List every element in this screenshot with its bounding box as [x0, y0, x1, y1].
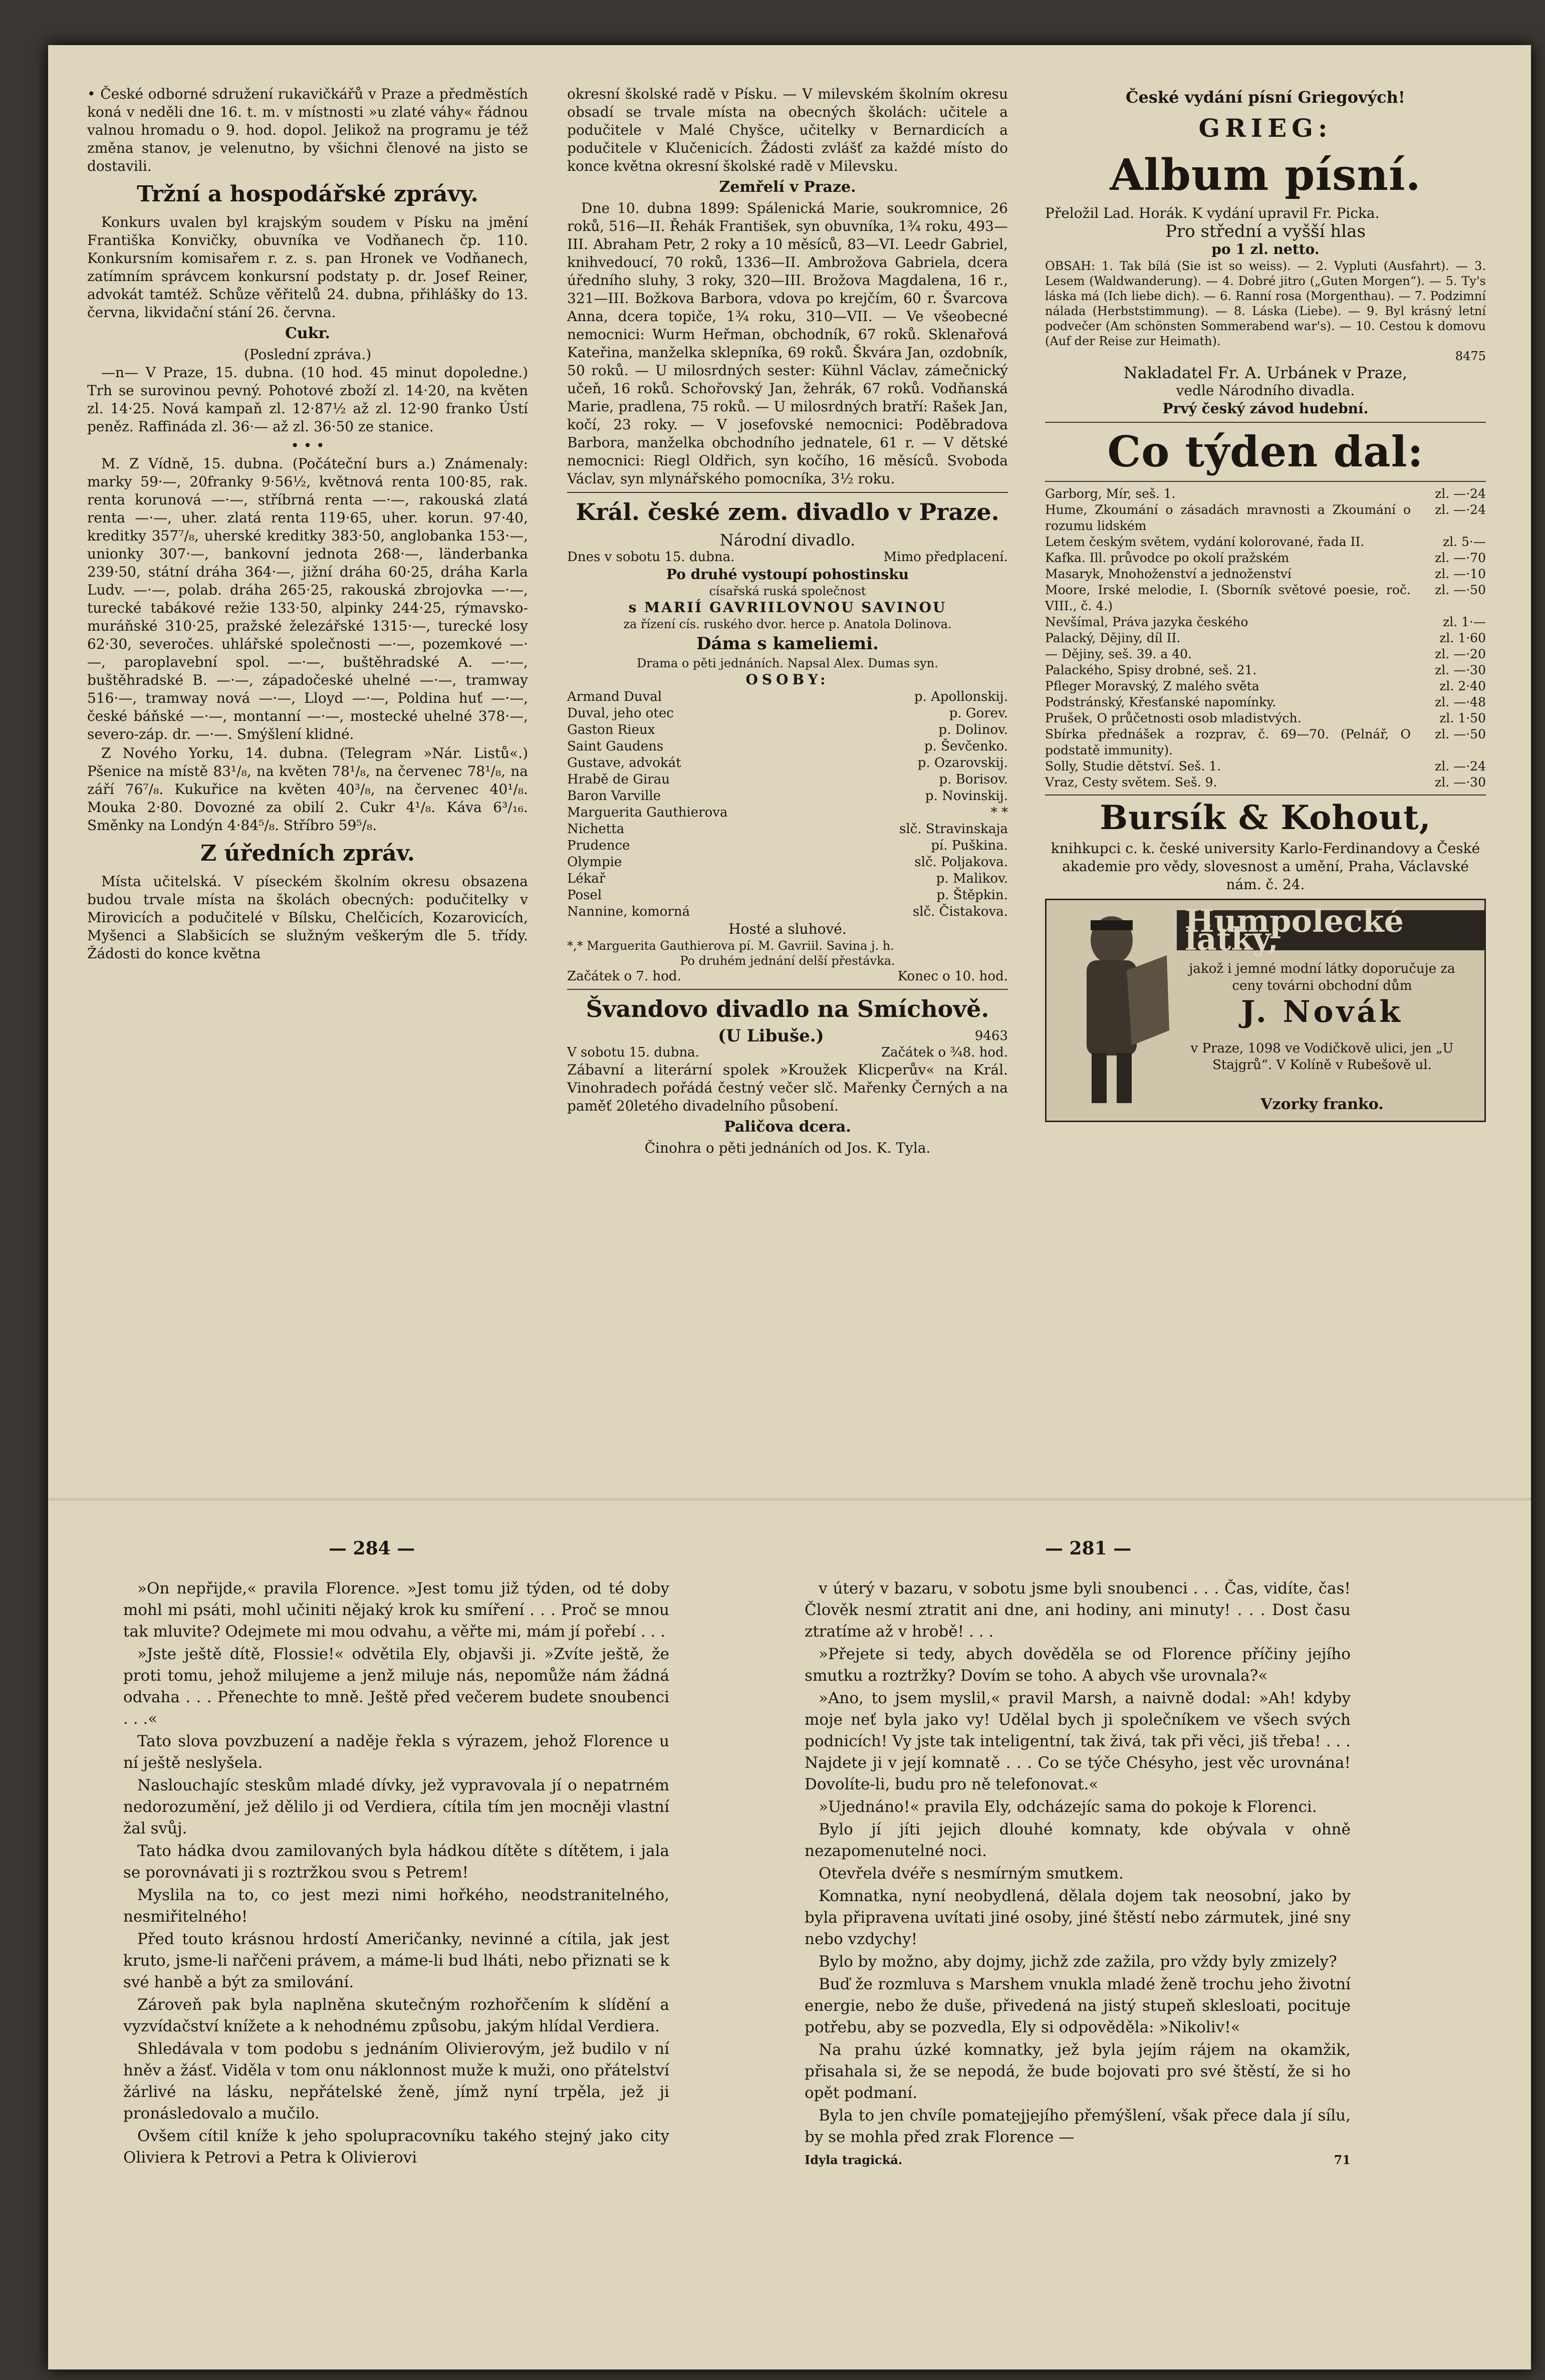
book-title: Masaryk, Mnohoženství a jednoženství	[1045, 567, 1292, 581]
novel-paragraph: »Ano, to jsem myslil,« pravil Marsh, a naivně dodal: »Ah! kdyby moje neť byla jako vy! Udělal bych ji společníkem ve všech svých podnicích! Vy jste tak inteligentní, tak živá, tak při věci, jiš třeba! . . . Najdete ji v její komnatě . . . Co se týče Chésyho, jest věc urovnána! Dovolíte-li, budu pro ně telefonovat.«	[805, 1689, 1351, 1793]
book-title: Solly, Studie dětství. Seš. 1.	[1045, 759, 1221, 773]
bursik-paragraph: knihkupci c. k. české university Karlo-Ferdinandovy a České akademie pro vědy, slovesnost a umění, Praha, Václavské nám. č. 24.	[1051, 840, 1480, 893]
novel-page-left	[123, 1578, 669, 2170]
book-row	[1045, 678, 1486, 694]
bursik-heading: Bursík & Kohout,	[1100, 798, 1431, 837]
office-heading: Z úředních zpráv.	[200, 841, 415, 866]
ad-subtitle: jakož i jemné modní látky doporučuje za ceny továrni obchodní dům	[1189, 961, 1455, 993]
book-price: zl. —·10	[1435, 567, 1486, 581]
grieg-name: GRIEG:	[1198, 113, 1333, 143]
cast-role: Hrabě de Girau	[567, 772, 670, 787]
novel-right-body	[805, 1578, 1351, 2148]
newspaper-page	[48, 45, 1531, 2369]
publisher-line-2: vedle Národního divadla.	[1176, 382, 1355, 399]
book-row	[1045, 662, 1486, 678]
book-row	[1045, 486, 1486, 502]
divider-rule	[567, 989, 1008, 990]
man-with-sack-illustration	[1052, 905, 1172, 1111]
cast-role: Nannine, komorná	[567, 904, 690, 919]
novel-paragraph: Byla to jen chvíle pomatejjejího přemýšlení, však přece dala jí sílu, by se mohla před zrak Florence —	[805, 2106, 1351, 2146]
office-paragraph: Místa učitelská. V píseckém školním okresu obsazena budou trvale místa na školách obecných: podučitelky v Mirovicích a podučitelé v Bílsku, Chelčicích, Kozarovicích, Myšenci a Slabšicích se služným veškerým dle 5. třídy. Žádosti do konce května	[87, 873, 528, 962]
svandovo-paragraph: Zábavní a literární spolek »Kroužek Klicperův« na Král. Vinohradech pořádá čestný večer slč. Mařenky Černých a na paměť 20letého divadelního působení.	[567, 1062, 1008, 1114]
novel-paragraph: »On nepřijde,« pravila Florence. »Jest tomu již týden, od té doby mohl mi psáti, mohl učiniti nějaký krok ku smíření . . . Proč se mnou tak mluvite? Odejmete mi mou odvahu, a věřte mi, mám jí pořebí . . .	[123, 1579, 669, 1641]
novel-paragraph: Buď že rozmluva s Marshem vnukla mladé ženě trochu jeho životní energie, nebo že duše, přivedená na jistý stupeň sklesloati, pocituje potřebu, aby se pozvedla, Ely si odpověděla: »Nikoliv!«	[805, 1975, 1351, 2036]
publisher-line-3: Prvý český závod hudební.	[1162, 400, 1369, 417]
ad-footer: Vzorky franko.	[1260, 1096, 1384, 1113]
novel-paragraph: Tato hádka dvou zamilovaných byla hádkou dítěte s dítětem, i jala se porovnávati ji s roztržkou svou s Petrem!	[123, 1842, 669, 1882]
svandovo-subheading: (U Libuše.)	[718, 1026, 824, 1046]
theatre-date: Dnes v sobotu 15. dubna.	[567, 550, 735, 565]
theatre-line-2: císařská ruská společnost	[709, 584, 866, 598]
novel-paragraph: Zároveň pak byla naplněna skutečným rozhořčením k slídění a vyzvídačství knížete a k nehodnému způsobu, jakým hlídal Verdiera.	[123, 1996, 669, 2035]
cast-heading: OSOBY:	[745, 671, 830, 688]
book-price: zl. —·20	[1435, 647, 1486, 661]
cast-row	[567, 887, 1008, 904]
svandovo-date-row	[567, 1044, 1008, 1061]
book-title: Palackého, Spisy drobné, seš. 21.	[1045, 663, 1257, 677]
cast-role: Duval, jeho otec	[567, 706, 674, 721]
divider-rule	[1045, 795, 1486, 796]
svandovo-heading: Švandovo divadlo na Smíchově.	[586, 995, 989, 1022]
novel-paragraph: Na prahu úzké komnatky, jež byla jejím rájem na okamžik, přisahala si, že se nepodá, že bude bojovati pro své štěstí, že si ho opět podmaní.	[805, 2041, 1351, 2102]
theatre-date-row	[567, 549, 1008, 566]
book-row	[1045, 582, 1486, 614]
cast-row	[567, 821, 1008, 838]
start-time: Začátek o 7. hod.	[567, 969, 681, 984]
svandovo-play-sub: Činohra o pěti jednáních od Jos. K. Tyla.	[644, 1140, 931, 1156]
sugar-heading: Cukr.	[285, 325, 330, 342]
ad-address: v Praze, 1098 ve Vodičkově ulici, jen „U Stajgrů“. V Kolíně v Rubešově ul.	[1190, 1041, 1454, 1073]
cast-actor: p. Ševčenko.	[924, 739, 1008, 754]
market-heading: Tržní a hospodářské zprávy.	[137, 181, 478, 207]
cast-row	[567, 722, 1008, 738]
book-title: Palacký, Dějiny, díl II.	[1045, 631, 1181, 645]
deaths-heading: Zemřelí v Praze.	[719, 178, 856, 196]
book-row	[1045, 614, 1486, 630]
svandovo-start: Začátek o ¾8. hod.	[881, 1045, 1008, 1060]
market-paragraph: Konkurs uvalen byl krajským soudem v Písku na jmění Františka Konvičky, obuvníka ve Vodňanech čp. 110. Konkursním komisařem r. z. s. pan Hronek ve Vodňanech, zatímním správcem konkursní podstaty p. dr. Josef Reiner, advokát tamtéž. Schůze věřitelů 24. dubna, přihlášky do 13. června, likvidační stání 26. června.	[87, 214, 528, 321]
cast-role: Nichetta	[567, 822, 625, 837]
cast-row	[567, 871, 1008, 887]
column-2	[567, 85, 1008, 1157]
book-price: zl. 1·—	[1443, 615, 1486, 629]
cast-actor: p. Štěpkin.	[936, 888, 1008, 903]
novel-paragraph: Naslouchajíc steskům mladé dívky, jež vypravovala jí o nepatrném nedorozumění, jež dělilo ji od Verdiera, cítila tím jen mocněji vlastní žal svůj.	[123, 1776, 669, 1837]
book-row	[1045, 710, 1486, 726]
cast-actor: pí. Puškina.	[931, 838, 1008, 853]
cast-actor: slč. Poljakova.	[914, 855, 1008, 870]
book-price: zl. 2·40	[1439, 679, 1486, 693]
book-price: zl. 5·—	[1443, 535, 1486, 549]
divider-rule	[1045, 481, 1486, 482]
book-row	[1045, 630, 1486, 646]
cast-actor: p. Malikov.	[936, 871, 1008, 886]
book-price: zl. —·50	[1435, 583, 1486, 597]
novel-paragraph: Shledávala v tom podobu s jednáním Olivierovým, jež budilo v ní hněv a žásť. Viděla v tom onu náklonnost muže k muži, ono přátelství žárlivé na lásku, nepřátelské ženě, jímž nyní trpěla, jež ji pronásledovalo a mučilo.	[123, 2040, 669, 2123]
svandovo-number: 9463	[974, 1028, 1008, 1043]
page-footer	[805, 2149, 1351, 2171]
novel-paragraph: Tato slova povzbuzení a naděje řekla s výrazem, jehož Florence u ní ještě neslyšela.	[123, 1732, 669, 1772]
ad-title: Humpolecké látky,	[1177, 910, 1484, 950]
cast-actor: * *	[990, 805, 1008, 820]
book-title: Letem českým světem, vydání kolorované, řada II.	[1045, 535, 1365, 549]
theatre-heading: Král. české zem. divadlo v Praze.	[576, 498, 999, 525]
footer-title: Idyla tragická.	[805, 2153, 903, 2167]
book-row	[1045, 502, 1486, 534]
cast-row	[567, 755, 1008, 771]
cast-actor: slč. Čistakova.	[912, 904, 1008, 919]
page-number-right: — 281 —	[1045, 1538, 1132, 1559]
cast-list	[567, 689, 1008, 920]
svandovo-play: Paličova dcera.	[724, 1118, 851, 1136]
novel-paragraph: Otevřela dvéře s nesmírným smutkem.	[819, 1865, 1124, 1883]
cast-role: Gustave, advokát	[567, 755, 681, 770]
ad-company-name: J. Novák	[1241, 994, 1403, 1029]
novel-paragraph: Bylo by možno, aby dojmy, jichž zde zažila, pro vždy byly zmizely?	[819, 1953, 1337, 1971]
theatre-subheading: Národní divadlo.	[719, 531, 856, 550]
novel-paragraph: »Jste ještě dítě, Flossie!« odvětila Ely, objavši ji. »Zvíte ještě, že proti tomu, jehož milujeme a jenž miluje nás, nepomůže nám žádná odvaha . . . Přenechte to mně. Ještě před večerem budete snoubenci . . .«	[123, 1645, 669, 1728]
book-price: zl. —·24	[1435, 486, 1486, 501]
cast-actor: slč. Stravinskaja	[899, 822, 1008, 837]
cast-role: Gaston Rieux	[567, 722, 655, 737]
cast-row	[567, 788, 1008, 805]
book-price: zl. 1·50	[1439, 711, 1486, 725]
book-title: — Dějiny, seš. 39. a 40.	[1045, 647, 1192, 661]
cast-note-1: Hosté a sluhové.	[728, 921, 847, 937]
vienna-paragraph: M. Z Vídně, 15. dubna. (Počáteční burs a.) Známenaly: marky 59·—, 20franky 9·56½, květnová renta 100·85, rak. renta korunová —·—, stříbrná renta —·—, rakouská zlatá renta —·—, uher. zlatá renta 119·65, uher. korun. 97·40, kreditky 357⁷/₈, uherské kreditky 383·50, anglobanka 153·—, unionky 307·—, bankovní jednota 268·—, länderbanka 239·50, státní dráha 364·—, jižní dráha 60·25, dráha Karla Ludv. —·—, polab. dráha 265·25, rakouská zbrojovka —·—, turecké tabákové režie 133·50, alpinky 244·25, rýmavsko-muráňské 310·25, pražské železářské 1315·—, turecké losy 62·30, severočes. uhlářské společnosti —·—, pozemkové —·—, paroplavební spol. —·—, buštěhradské A. —·—, buštěhradské B. —·—, západočeské uhelné —·—, tramway 516·—, tramway nová —·—, Lloyd —·—, Poldina huť —·—, české báňské —·—, montanní —·—, mostecké uhelné 378·—, severo-záp. dr. —·—. Smýšlení klidné.	[87, 455, 528, 742]
theatre-line-4: za řízení cís. ruského dvor. herce p. Anatola Dolinova.	[623, 617, 952, 631]
theatre-line-3: s MARIÍ GAVRIILOVNOU SAVINOU	[628, 599, 947, 616]
cast-actor: p. Apollonskij.	[914, 689, 1008, 704]
book-title: Vraz, Cesty světem. Seš. 9.	[1045, 775, 1217, 789]
cast-actor: p. Gorev.	[949, 706, 1008, 721]
page-fold	[48, 1498, 1531, 1501]
book-row	[1045, 774, 1486, 790]
cast-note-3: Po druhém jednání delší přestávka.	[680, 954, 895, 968]
book-price: zl. —·30	[1435, 663, 1486, 677]
end-time: Konec o 10. hod.	[897, 969, 1008, 984]
cast-actor: p. Novinskij.	[925, 788, 1008, 804]
book-title: Kafka. Ill. průvodce po okolí pražském	[1045, 551, 1290, 565]
book-row	[1045, 550, 1486, 566]
cast-role: Olympie	[567, 855, 622, 870]
divider-rule	[1045, 422, 1486, 423]
grieg-number: 8475	[1455, 349, 1486, 363]
cast-role: Prudence	[567, 838, 630, 853]
cast-role: Armand Duval	[567, 689, 662, 704]
book-title: Hume, Zkoumání o zásadách mravnosti a Zkoumání o rozumu lidském	[1045, 502, 1411, 533]
book-row	[1045, 694, 1486, 710]
cast-actor: p. Borisov.	[939, 772, 1008, 787]
footer-number: 71	[1334, 2153, 1351, 2167]
book-title: Garborg, Mír, seš. 1.	[1045, 486, 1176, 501]
book-title: Nevšímal, Práva jazyka českého	[1045, 615, 1248, 629]
theatre-extra: Mimo předplacení.	[883, 550, 1008, 565]
column-1	[87, 85, 528, 964]
grieg-line-1: České vydání písní Griegových!	[1126, 88, 1405, 107]
novel-paragraph: Myslila na to, co jest mezi nimi hořkého, neodstranitelného, nesmiřitelného!	[123, 1886, 669, 1926]
grieg-album-title: Album písní.	[1110, 150, 1421, 200]
svandovo-sub-row	[567, 1028, 1008, 1044]
grieg-byline: Přeložil Lad. Horák. K vydání upravil Fr. Picka.	[1045, 205, 1380, 221]
cast-row	[567, 771, 1008, 788]
book-row	[1045, 726, 1486, 758]
divider-rule	[567, 492, 1008, 493]
intro-notice: • České odborné sdružení rukavičkářů v Praze a předměstích koná v neděli dne 16. t. m. v místnosti »u zlaté váhy« řádnou valnou hromadu o 9. hod. dopol. Jelikož na programu je též změna stanov, je velenutno, by všichni členové na jisto se dostavili.	[87, 86, 528, 174]
book-price: zl. 1·60	[1439, 631, 1486, 645]
cast-role: Marguerita Gauthierova	[567, 805, 728, 820]
book-title: Moore, Irské melodie, I. (Sborník světové poesie, roč. VIII., č. 4.)	[1045, 583, 1411, 613]
cast-row	[567, 738, 1008, 755]
book-price: zl. —·30	[1435, 775, 1486, 789]
novel-paragraph: Ovšem cítil kníže k jeho spolupracovníku takého stejný jako city Oliviera k Petrovi a Petra k Olivierovi	[123, 2127, 669, 2167]
book-price: zl. —·48	[1435, 695, 1486, 709]
cast-row	[567, 904, 1008, 920]
book-price: zl. —·24	[1435, 759, 1486, 773]
novel-page-right	[805, 1578, 1351, 2171]
cast-note-2: *,* Marguerita Gauthierova pí. M. Gavriil. Savina j. h.	[567, 939, 894, 953]
book-row	[1045, 566, 1486, 582]
book-title: Podstránský, Křesťanské napomínky.	[1045, 695, 1276, 709]
sugar-subheading: (Poslední zpráva.)	[243, 346, 372, 363]
books-heading: Co týden dal:	[1107, 427, 1424, 476]
novel-paragraph: »Přejete si tedy, abych dověděla se od Florence příčiny jejího smutku a roztržky? Dovím se toho. A abych vše urovnala?«	[805, 1645, 1351, 1685]
publisher: Nakladatel Fr. A. Urbánek v Praze,	[1123, 363, 1408, 382]
cast-role: Baron Varville	[567, 788, 661, 804]
sugar-paragraph: —n— V Praze, 15. dubna. (10 hod. 45 minut dopoledne.) Trh se surovinou pevný. Pohotové zboží zl. 14·20, na květen zl. 14·25. Nová kampaň zl. 12·87½ až zl. 12·90 franko Ústí peněz. Raffináda zl. 36·— až zl. 36·50 ze stanice.	[87, 364, 528, 435]
book-price: zl. —·70	[1435, 551, 1486, 565]
novak-advertisement	[1045, 899, 1486, 1122]
cast-role: Saint Gaudens	[567, 739, 664, 754]
cast-row	[567, 705, 1008, 722]
grieg-contents: OBSAH: 1. Tak bílá (Sie ist so weiss). — 2. Vypluti (Ausfahrt). — 3. Lesem (Waldwanderung). — 4. Dobré jitro („Guten Morgen“). — 5. Ty's láska má (Ich liebe dich). — 6. Ranní rosa (Morgenthau). — 7. Podzimní nálada (Herbststimmung). — 8. Láska (Liebe). — 9. Byl krásný letní podvečer (Am schönsten Sommerabend war's). — 10. Cestou k domovu (Auf der Reise zur Heimath).	[1045, 259, 1486, 348]
novel-paragraph: Před touto krásnou hrdostí Američanky, nevinné a cítila, jak jest kruto, jsme-li nařčeni právem, a máme-li bud lháti, nebo přiznati se k své hanbě a být za smilování.	[123, 1930, 669, 1991]
cast-row	[567, 838, 1008, 854]
book-title: Pfleger Moravský, Z malého světa	[1045, 679, 1259, 693]
play-title: Dáma s kameliemi.	[696, 634, 879, 654]
cast-row	[567, 854, 1008, 871]
theatre-line-1: Po druhé vystoupí pohostinsku	[666, 566, 909, 583]
stars-separator: • • •	[291, 437, 325, 454]
books-list	[1045, 486, 1486, 790]
novel-paragraph: v úterý v bazaru, v sobotu jsme byli snoubenci . . . Čas, vidíte, čas! Člověk nesmí ztratit ani dne, ani hodiny, ani minuty! . . . Dost času ztratíme až v hrobě! . . .	[805, 1579, 1351, 1641]
book-row	[1045, 534, 1486, 550]
novel-paragraph: »Ujednáno!« pravila Ely, odcházejíc sama do pokoje k Florenci.	[819, 1798, 1317, 1816]
cast-row	[567, 805, 1008, 821]
svandovo-date: V sobotu 15. dubna.	[567, 1045, 699, 1060]
cast-row	[567, 689, 1008, 705]
cast-actor: p. Ozarovskij.	[917, 755, 1008, 770]
cast-actor: p. Dolinov.	[938, 722, 1008, 737]
newyork-paragraph: Z Nového Yorku, 14. dubna. (Telegram »Nár. Listů«.) Pšenice na místě 83¹/₈, na květen 78¹/₈, na červenec 78¹/₈, na září 76⁷/₈. Kukuřice na květen 40³/₈, na červenec 40¹/₈. Mouka 2·80. Dovozné za obilí 2. Cukr 4¹/₈. Káva 6³/₁₆. Směnky na Londýn 4·84⁵/₈. Stříbro 59⁵/₈.	[87, 745, 528, 834]
page-number-left: — 284 —	[329, 1538, 415, 1559]
deaths-paragraph: Dne 10. dubna 1899: Spálenická Marie, soukromnice, 26 roků, 516—II. Řehák František, syn obuvníka, 1¾ roku, 493—III. Abraham Petr, 2 roky a 10 měsíců, 83—VI. Leedr Gabriel, knihvedoucí, 70 roků, 1336—II. Ambrožova Gabriela, dcera úředního sluhy, 3 roky, 320—III. Brožova Magdalena, 16 r., 321—III. Božkova Barbora, vdova po krejčím, 60 r. Švarcova Anna, dcera topiče, 1¾ roku, 310—VII. — Ve všeobecné nemocnici: Wurm Heřman, obchodník, 67 roků. Sklenařová Kateřina, manželka sklepníka, 69 roků. Škvára Jan, ozdobník, 50 roků. — U milosrdných sester: Kühnl Václav, zámečnický učeň, 16 roků. Schořovský Jan, žehrák, 67 roků. Vodňanská Marie, pradlena, 75 roků. — U milosrdných bratří: Rašek Jan, kočí, 23 roky. — V josefovské nemocnici: Poděbradova Barbora, manželka obchodního jednatele, 61 r. — V dětské nemocnici: Riegl Oldřich, syn kočího, 16 měsíců. Svoboda Václav, syn mlynářského pomocníka, 3½ roku.	[567, 200, 1008, 487]
book-title: Prušek, O průčetnosti osob mladistvých.	[1045, 711, 1302, 725]
book-title: Sbírka přednášek a rozprav, č. 69—70. (Pelnář, O podstatě immunity).	[1045, 727, 1411, 757]
play-subtitle: Drama o pěti jednáních. Napsal Alex. Dumas syn.	[637, 656, 938, 670]
grieg-price: po 1 zl. netto.	[1211, 241, 1320, 257]
book-row	[1045, 758, 1486, 774]
cast-role: Lékař	[567, 871, 606, 886]
novel-paragraph: Bylo jí jíti jejich dlouhé komnaty, kde obývala v ohně nezapomenutelné noci.	[805, 1820, 1351, 1860]
novel-paragraph: Komnatka, nyní neobydlená, dělala dojem tak neosobní, jako by byla připravena uvítati jiné osoby, jiné štěstí nebo zármutek, jiné sny nebo vzdychy!	[805, 1887, 1351, 1948]
book-price: zl. —·50	[1435, 727, 1486, 741]
book-price: zl. —·24	[1435, 502, 1486, 517]
cast-role: Posel	[567, 888, 602, 903]
grieg-voice: Pro střední a vyšší hlas	[1165, 221, 1366, 241]
times-row	[567, 968, 1008, 985]
continued-paragraph: okresní školské radě v Písku. — V milevském školním okresu obsadí se trvale místa na obecných školách: učitele a podučitele v Malé Chyšce, učitelky v Bernardicích a podučitele v Klučenicích. Žádosti zvlášť za každé místo do konce května okresní školské radě v Milevsku.	[567, 86, 1008, 174]
book-row	[1045, 646, 1486, 662]
column-3	[1045, 85, 1486, 1127]
